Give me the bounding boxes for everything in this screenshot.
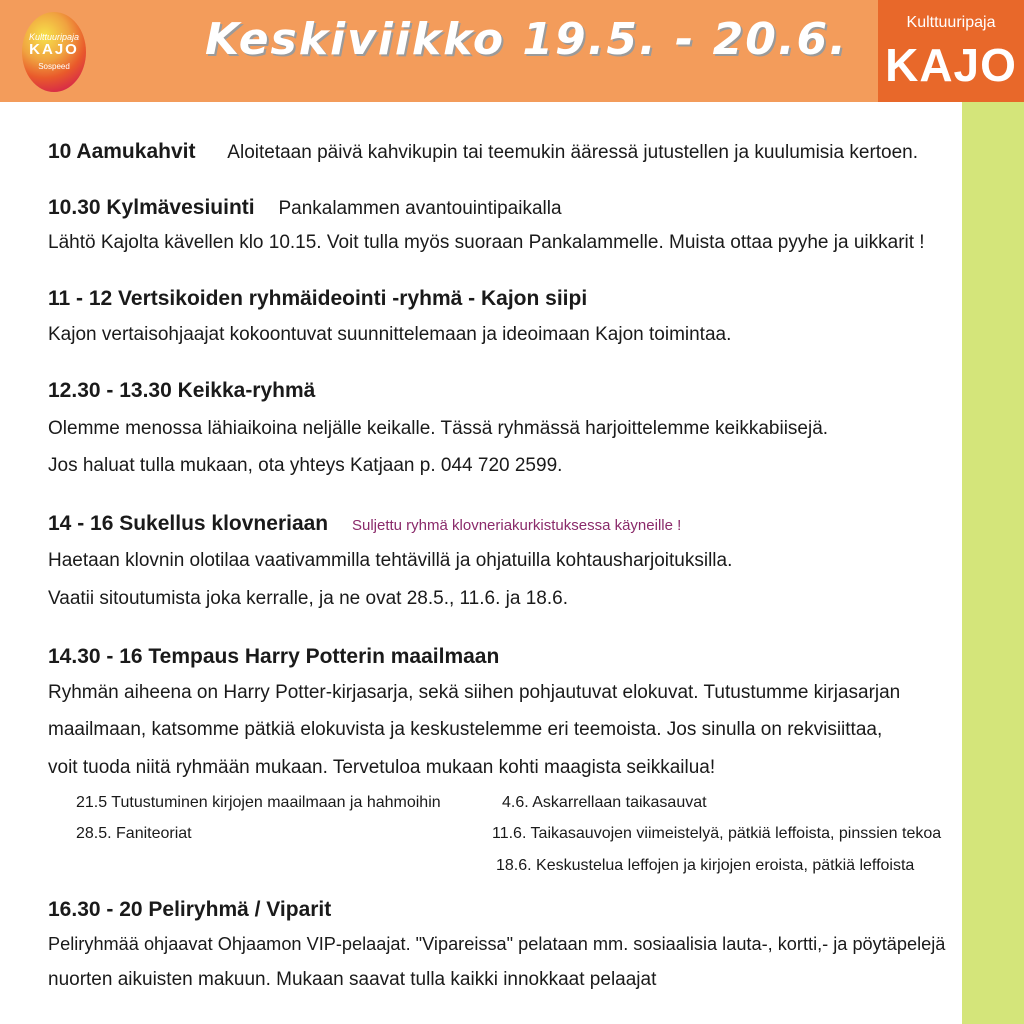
item-title: 10 Aamukahvit bbox=[48, 140, 196, 163]
schedule-item-heading bbox=[48, 512, 681, 536]
item-title: 11 - 12 Vertsikoiden ryhmäideointi -ryhmä - Kajon siipi bbox=[48, 287, 588, 310]
schedule-date-left: 28.5. Faniteoriat bbox=[76, 825, 192, 842]
item-title: 10.30 Kylmävesiuinti bbox=[48, 196, 255, 219]
schedule-item-heading bbox=[48, 196, 562, 220]
item-inline-desc: Pankalammen avantouintipaikalla bbox=[278, 198, 562, 219]
logo-line3: Sospeed bbox=[38, 62, 70, 71]
item-text-line: Haetaan klovnin olotilaa vaativammilla tehtävillä ja ohjatuilla kohtausharjoituksilla. bbox=[48, 550, 733, 571]
item-text-line: maailmaan, katsomme pätkiä elokuvista ja keskustelemme eri teemoista. Jos sinulla on rekvisiittaa, bbox=[48, 719, 883, 740]
logo-line2: KAJO bbox=[29, 41, 79, 58]
item-text-line: Lähtö Kajolta kävellen klo 10.15. Voit tulla myös suoraan Pankalammelle. Muista ottaa pyyhe ja uikkarit ! bbox=[48, 232, 925, 253]
item-note: Suljettu ryhmä klovneriakurkistuksessa käyneille ! bbox=[351, 517, 682, 534]
item-text-line: Peliryhmää ohjaavat Ohjaamon VIP-pelaajat. "Vipareissa" pelataan mm. sosiaalisia lauta-, kortti,- ja pöytäpelejä bbox=[48, 934, 946, 954]
item-text-line: voit tuoda niitä ryhmään mukaan. Tervetuloa mukaan kohti maagista seikkailua! bbox=[48, 757, 716, 778]
item-title: 16.30 - 20 Peliryhmä / Viparit bbox=[48, 898, 332, 921]
brand-box bbox=[878, 0, 1024, 102]
item-text-line: Kajon vertaisohjaajat kokoontuvat suunnittelemaan ja ideoimaan Kajon toimintaa. bbox=[48, 324, 732, 345]
item-title: 12.30 - 13.30 Keikka-ryhmä bbox=[48, 379, 316, 402]
schedule-date-right: 4.6. Askarrellaan taikasauvat bbox=[502, 794, 707, 811]
brand-small-text: Kulttuuripaja bbox=[906, 14, 996, 31]
side-accent-bar bbox=[962, 102, 1024, 1024]
item-text-line: Jos haluat tulla mukaan, ota yhteys Katjaan p. 044 720 2599. bbox=[48, 455, 563, 476]
logo-line1: Kulttuuripaja bbox=[28, 32, 80, 42]
header-banner bbox=[0, 0, 1024, 102]
item-inline-desc: Aloitetaan päivä kahvikupin tai teemukin ääressä jutustellen ja kuulumisia kertoen. bbox=[227, 142, 919, 163]
item-text-line: Vaatii sitoutumista joka kerralle, ja ne ovat 28.5., 11.6. ja 18.6. bbox=[48, 588, 568, 609]
item-title: 14.30 - 16 Tempaus Harry Potterin maailmaan bbox=[48, 645, 500, 668]
item-text-line: Olemme menossa lähiaikoina neljälle keikalle. Tässä ryhmässä harjoittelemme keikkabiisejä. bbox=[48, 418, 829, 439]
item-title: 14 - 16 Sukellus klovneriaan bbox=[48, 512, 329, 535]
item-text-line: Ryhmän aiheena on Harry Potter-kirjasarja, sekä siihen pohjautuvat elokuvat. Tutustumme kirjasarjan bbox=[48, 682, 901, 703]
schedule-item-heading bbox=[48, 140, 918, 164]
schedule-date-right: 11.6. Taikasauvojen viimeistelyä, pätkiä leffoista, pinssien tekoa bbox=[492, 825, 942, 842]
item-text-line: nuorten aikuisten makuun. Mukaan saavat tulla kaikki innokkaat pelaajat bbox=[48, 969, 657, 990]
schedule-date-right: 18.6. Keskustelua leffojen ja kirjojen eroista, pätkiä leffoista bbox=[496, 857, 915, 874]
page-title: Keskiviikko 19.5. - 20.6. bbox=[205, 14, 848, 65]
kajo-logo bbox=[22, 12, 86, 92]
schedule-date-left: 21.5 Tutustuminen kirjojen maailmaan ja hahmoihin bbox=[76, 794, 441, 811]
brand-big-text: KAJO bbox=[885, 39, 1017, 91]
